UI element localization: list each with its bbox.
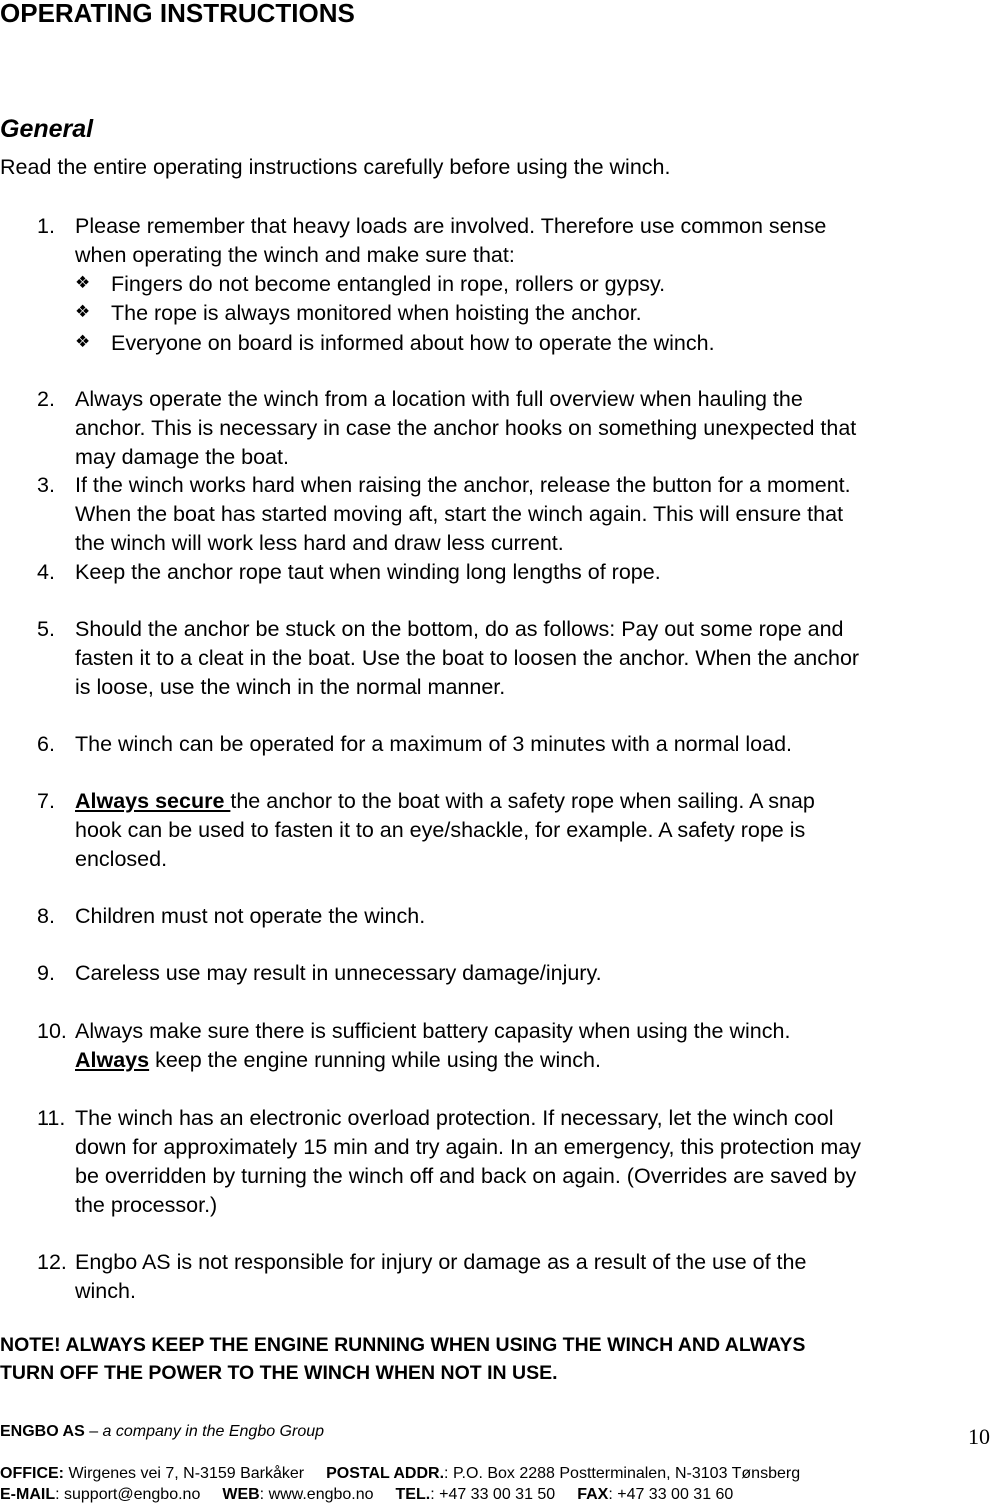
office-label: OFFICE: bbox=[0, 1465, 64, 1482]
list-number: 7. bbox=[37, 789, 55, 813]
tel-label: TEL. bbox=[395, 1486, 431, 1503]
list-text: fasten it to a cleat in the boat. Use the boat to loosen the anchor. When the anchor bbox=[75, 646, 860, 670]
list-text: Always operate the winch from a location with full overview when hauling the bbox=[75, 387, 803, 411]
list-text: may damage the boat. bbox=[75, 445, 289, 469]
list-text: The winch can be operated for a maximum of 3 minutes with a normal load. bbox=[75, 732, 793, 756]
list-number: 2. bbox=[37, 387, 55, 411]
list-text: when operating the winch and make sure that: bbox=[75, 243, 515, 267]
postal-value: : P.O. Box 2288 Postterminalen, N-3103 Tønsberg bbox=[444, 1465, 801, 1482]
list-text bbox=[75, 787, 815, 816]
web-value[interactable]: : www.engbo.no bbox=[259, 1486, 374, 1503]
diamond-bullet-icon: ❖ bbox=[75, 302, 91, 321]
list-number: 12. bbox=[37, 1250, 67, 1274]
page-number: 10 bbox=[968, 1424, 990, 1449]
emphasis-text: Always bbox=[75, 1048, 150, 1072]
list-number: 4. bbox=[37, 560, 55, 584]
list-number: 11. bbox=[37, 1106, 66, 1130]
list-text: hook can be used to fasten it to an eye/shackle, for example. A safety rope is bbox=[75, 818, 806, 842]
list-text-rest: keep the engine running while using the winch. bbox=[149, 1048, 601, 1072]
list-text: is loose, use the winch in the normal manner. bbox=[75, 675, 506, 699]
footer-address bbox=[0, 1463, 800, 1485]
list-number: 6. bbox=[37, 732, 55, 756]
list-text: Should the anchor be stuck on the bottom, do as follows: Pay out some rope and bbox=[75, 617, 844, 641]
list-number: 1. bbox=[37, 214, 55, 238]
list-text: the processor.) bbox=[75, 1193, 218, 1217]
list-text: Keep the anchor rope taut when winding long lengths of rope. bbox=[75, 560, 661, 584]
footer-company bbox=[0, 1421, 324, 1443]
fax-value: : +47 33 00 31 60 bbox=[608, 1486, 734, 1503]
email-label: E-MAIL bbox=[0, 1486, 56, 1503]
list-text: When the boat has started moving aft, start the winch again. This will ensure that bbox=[75, 502, 844, 526]
footer-contact bbox=[0, 1484, 733, 1506]
bullet-text: The rope is always monitored when hoisting the anchor. bbox=[111, 301, 642, 325]
list-number: 3. bbox=[37, 473, 55, 497]
list-number: 5. bbox=[37, 617, 55, 641]
list-text: down for approximately 15 min and try again. In an emergency, this protection may bbox=[75, 1135, 861, 1159]
list-text: Careless use may result in unnecessary damage/injury. bbox=[75, 961, 602, 985]
list-text bbox=[75, 1046, 601, 1075]
office-value: Wirgenes vei 7, N-3159 Barkåker bbox=[64, 1465, 305, 1482]
page-title: OPERATING INSTRUCTIONS bbox=[0, 0, 355, 28]
web-label: WEB bbox=[222, 1486, 260, 1503]
diamond-bullet-icon: ❖ bbox=[75, 332, 91, 351]
list-number: 8. bbox=[37, 904, 55, 928]
list-text: enclosed. bbox=[75, 847, 168, 871]
diamond-bullet-icon: ❖ bbox=[75, 273, 91, 292]
list-number: 9. bbox=[37, 961, 55, 985]
note-line: TURN OFF THE POWER TO THE WINCH WHEN NOT IN USE. bbox=[0, 1362, 558, 1384]
note-line: NOTE! ALWAYS KEEP THE ENGINE RUNNING WHEN USING THE WINCH AND ALWAYS bbox=[0, 1334, 806, 1356]
emphasis-text: Always secure bbox=[75, 789, 231, 813]
company-name: ENGBO AS bbox=[0, 1423, 85, 1440]
fax-label: FAX bbox=[577, 1486, 609, 1503]
dash: – bbox=[84, 1423, 103, 1440]
postal-label: POSTAL ADDR. bbox=[326, 1465, 445, 1482]
bullet-text: Everyone on board is informed about how to operate the winch. bbox=[111, 331, 715, 355]
list-text: the winch will work less hard and draw less current. bbox=[75, 531, 564, 555]
list-text: The winch has an electronic overload protection. If necessary, let the winch cool bbox=[75, 1106, 834, 1130]
list-text: anchor. This is necessary in case the anchor hooks on something unexpected that bbox=[75, 416, 857, 440]
list-text: Children must not operate the winch. bbox=[75, 904, 426, 928]
list-number: 10. bbox=[37, 1019, 67, 1043]
intro-text: Read the entire operating instructions carefully before using the winch. bbox=[0, 155, 671, 179]
list-text: be overridden by turning the winch off and back on again. (Overrides are saved by bbox=[75, 1164, 857, 1188]
bullet-text: Fingers do not become entangled in rope, rollers or gypsy. bbox=[111, 272, 666, 296]
tel-value: : +47 33 00 31 50 bbox=[430, 1486, 556, 1503]
list-text: Engbo AS is not responsible for injury or damage as a result of the use of the bbox=[75, 1250, 807, 1274]
list-text: Please remember that heavy loads are involved. Therefore use common sense bbox=[75, 214, 827, 238]
company-tagline: a company in the Engbo Group bbox=[102, 1423, 325, 1440]
email-value[interactable]: : support@engbo.no bbox=[55, 1486, 201, 1503]
list-text: winch. bbox=[75, 1279, 136, 1303]
section-heading: General bbox=[0, 115, 94, 143]
list-text: If the winch works hard when raising the anchor, release the button for a moment. bbox=[75, 473, 851, 497]
list-text-rest: the anchor to the boat with a safety rope when sailing. A snap bbox=[230, 789, 815, 813]
list-text: Always make sure there is sufficient battery capasity when using the winch. bbox=[75, 1019, 791, 1043]
